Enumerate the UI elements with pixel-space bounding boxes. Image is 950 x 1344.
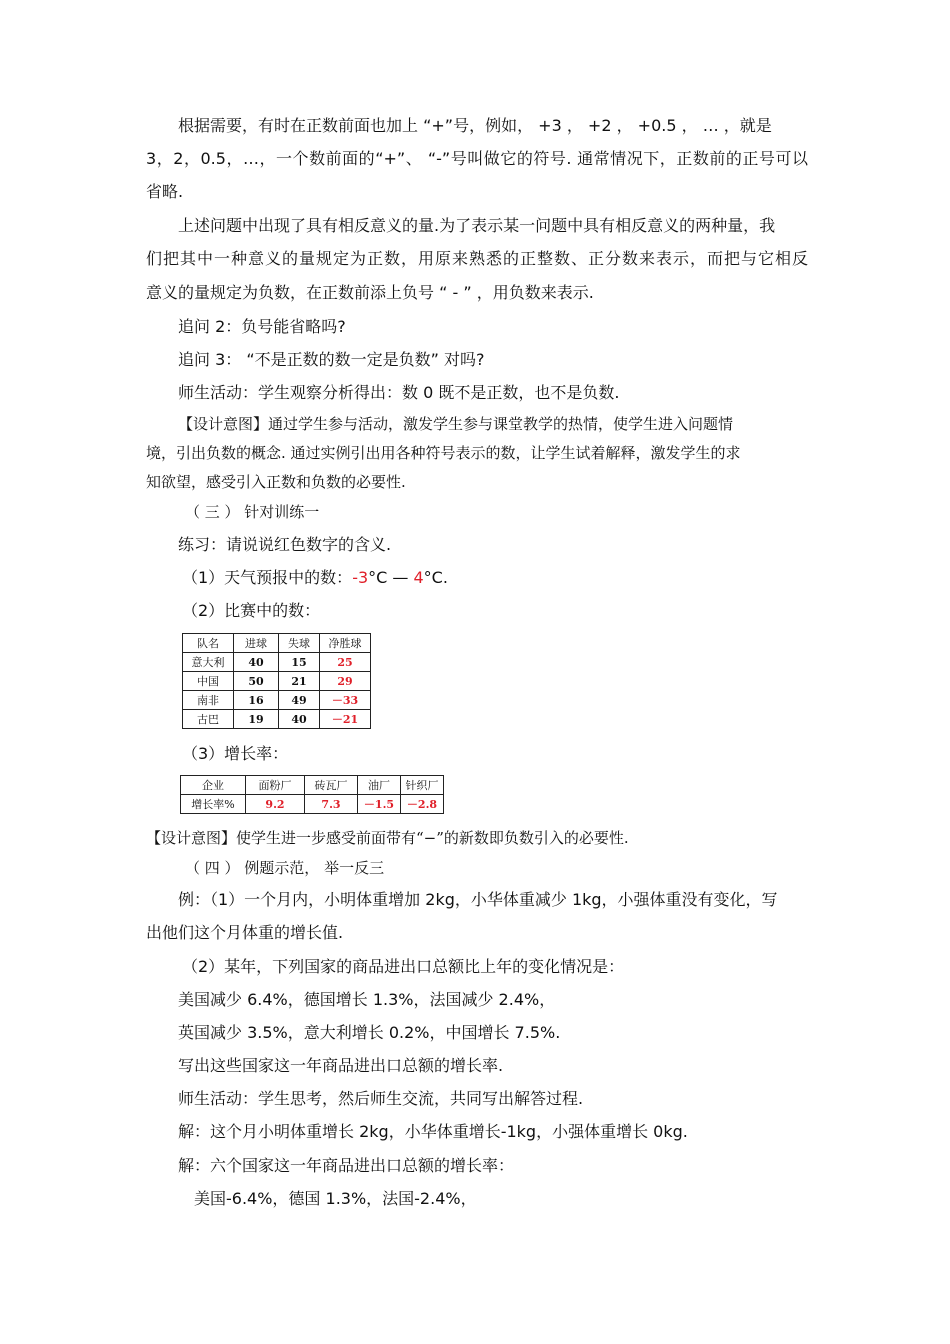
table-header-cell: 进球	[234, 634, 279, 653]
follow-up-question-3: 追问 3： “不是正数的数一定是负数” 对吗?	[178, 350, 485, 369]
item1-unit2: °C.	[423, 568, 448, 587]
table-cell: 意大利	[183, 653, 234, 672]
example-line6: 写出这些国家这一年商品进出口总额的增长率.	[178, 1056, 504, 1075]
example-line1: 例：（1）一个月内，小明体重增加 2kg，小华体重减少 1kg，小强体重没有变化，写	[178, 890, 778, 909]
table-header-cell: 砖瓦厂	[305, 776, 358, 795]
table-header-cell: 针织厂	[401, 776, 444, 795]
match-score-table	[182, 633, 371, 729]
teacher-student-activity-2: 师生活动：学生思考，然后师生交流，共同写出解答过程.	[178, 1089, 584, 1108]
item1-unit1: °C —	[368, 568, 414, 587]
design-intent-1-line3: 知欲望，感受引入正数和负数的必要性.	[146, 473, 406, 491]
table-cell: 21	[279, 672, 320, 691]
solution-line2: 解：六个国家这一年商品进出口总额的增长率：	[178, 1156, 515, 1175]
table-cell-highlight: －21	[320, 710, 371, 729]
table-cell-highlight: －1.5	[358, 795, 401, 814]
para2-line3: 意义的量规定为负数，在正数前添上负号 “ - ” ，用负数来表示.	[146, 283, 594, 302]
table-cell: 49	[279, 691, 320, 710]
table-header-row	[181, 776, 444, 795]
teacher-student-activity-1: 师生活动：学生观察分析得出：数 0 既不是正数，也不是负数.	[178, 383, 620, 402]
table-cell: 40	[234, 653, 279, 672]
table-header-row	[183, 634, 371, 653]
follow-up-question-2: 追问 2：负号能省略吗?	[178, 317, 346, 336]
table-cell-highlight: 9.2	[246, 795, 305, 814]
exercise-item-1	[182, 568, 844, 588]
table-cell: 16	[234, 691, 279, 710]
item1-value-negative: -3	[352, 568, 369, 587]
table-cell: 南非	[183, 691, 234, 710]
table-header-cell: 面粉厂	[246, 776, 305, 795]
example-line2: 出他们这个月体重的增长值.	[146, 923, 344, 942]
para1-line1: 根据需要，有时在正数前面也加上 “+”号，例如， +3 ， +2 ， +0.5 ， … ，就是	[178, 116, 772, 135]
exercise-prompt: 练习：请说说红色数字的含义.	[178, 535, 392, 554]
design-intent-1-line1: 【设计意图】通过学生参与活动，激发学生参与课堂教学的热情，使学生进入问题情	[178, 415, 734, 433]
table-row	[183, 653, 371, 672]
item1-prefix: （1）天气预报中的数：	[182, 568, 353, 587]
para2-line2: 们把其中一种意义的量规定为正数，用原来熟悉的正整数、正分数来表示，而把与它相反	[146, 249, 808, 268]
exercise-item-2: （2）比赛中的数：	[182, 601, 321, 620]
table-cell-highlight: 29	[320, 672, 371, 691]
table-row	[181, 795, 444, 814]
table-cell: 50	[234, 672, 279, 691]
design-intent-2: 【设计意图】使学生进一步感受前面带有“−”的新数即负数引入的必要性.	[146, 829, 629, 847]
section-heading-3: （ 三 ） 针对训练一	[185, 503, 320, 521]
table-header-cell: 队名	[183, 634, 234, 653]
table-header-cell: 净胜球	[320, 634, 371, 653]
exercise-item-3: （3）增长率：	[182, 744, 289, 763]
table-row	[183, 672, 371, 691]
example-line4: 美国减少 6.4%，德国增长 1.3%，法国减少 2.4%，	[178, 990, 556, 1009]
solution-line1: 解：这个月小明体重增长 2kg，小华体重增长-1kg，小强体重增长 0kg.	[178, 1122, 688, 1141]
growth-rate-table	[180, 775, 444, 814]
table-cell: 19	[234, 710, 279, 729]
para2-line1: 上述问题中出现了具有相反意义的量.为了表示某一问题中具有相反意义的两种量，我	[178, 216, 776, 235]
table-cell-highlight: －2.8	[401, 795, 444, 814]
item1-value-positive: 4	[413, 568, 424, 587]
table-cell: 中国	[183, 672, 234, 691]
table-row	[183, 691, 371, 710]
table-cell: 40	[279, 710, 320, 729]
table-cell: 增长率%	[181, 795, 246, 814]
solution-line3: 美国-6.4%，德国 1.3%，法国-2.4%，	[194, 1189, 477, 1208]
section-heading-4: （ 四 ） 例题示范， 举一反三	[185, 859, 385, 877]
table-header-cell: 油厂	[358, 776, 401, 795]
table-cell: 古巴	[183, 710, 234, 729]
table-cell: 15	[279, 653, 320, 672]
para1-line2: 3，2，0.5，…，一个数前面的“+”、 “-”号叫做它的符号. 通常情况下，正数前的正号可以	[146, 149, 808, 168]
design-intent-1-line2: 境，引出负数的概念. 通过实例引出用各种符号表示的数，让学生试着解释，激发学生的求	[146, 444, 741, 462]
table-header-cell: 失球	[279, 634, 320, 653]
table-cell-highlight: 7.3	[305, 795, 358, 814]
example-line5: 英国减少 3.5%，意大利增长 0.2%，中国增长 7.5%.	[178, 1023, 561, 1042]
example-line3: （2）某年，下列国家的商品进出口总额比上年的变化情况是：	[182, 957, 625, 976]
table-header-cell: 企业	[181, 776, 246, 795]
table-row	[183, 710, 371, 729]
table-cell-highlight: 25	[320, 653, 371, 672]
table-cell-highlight: －33	[320, 691, 371, 710]
para1-line3: 省略.	[146, 182, 184, 201]
